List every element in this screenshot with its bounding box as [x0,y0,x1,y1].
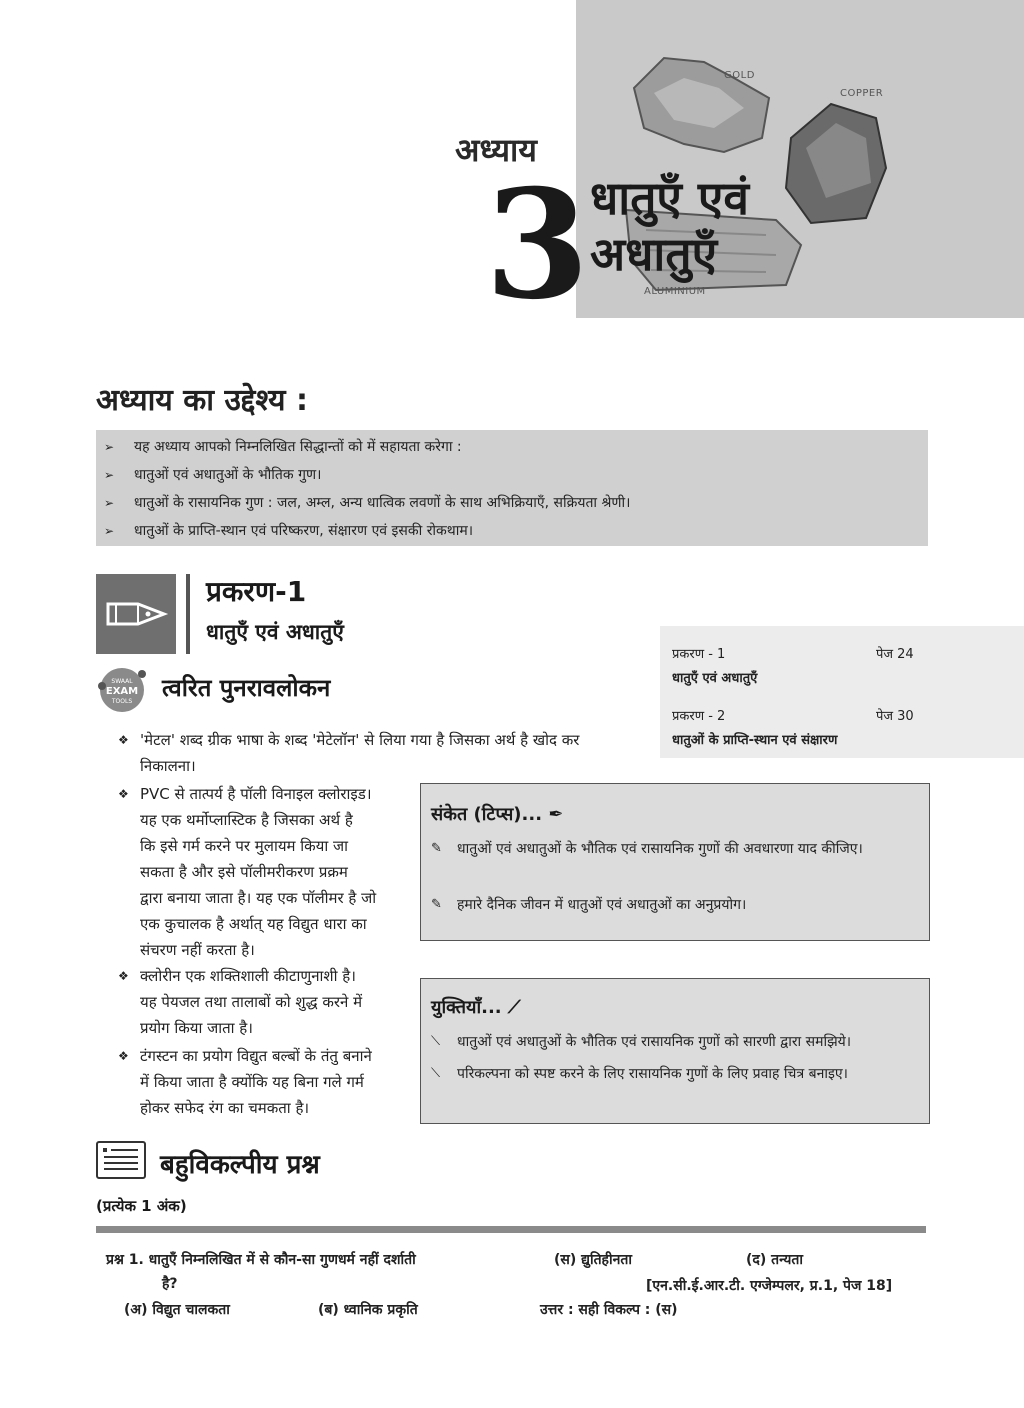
topic-divider [186,574,190,654]
objectives-box [96,430,928,546]
pen-nib-icon [96,574,176,654]
option-b: (ब) ध्वानिक प्रकृति [318,1302,418,1318]
logo-text-3: TOOLS [111,698,133,705]
answer-text: उत्तर : सही विकल्प : (स) [540,1302,678,1318]
copper-label: COPPER [840,88,884,99]
option-a: (अ) विद्युत चालकता [124,1302,230,1318]
option-c: (स) द्युतिहीनता [554,1252,632,1268]
tricks-box [420,978,930,1124]
question-1-text-cont: है? [162,1276,178,1292]
trick-item: ⟍ परिकल्पना को स्पष्ट करने के लिए रासायनिक गुणों के लिए प्रवाह चित्र बनाइए। [457,1061,917,1087]
gold-nugget-image [624,48,774,158]
quick-review-title: त्वरित पुनरावलोकन [162,674,331,702]
exam-tools-logo [96,664,148,716]
option-d: (द) तन्यता [746,1252,803,1268]
pen-icon: ✒ [548,804,564,825]
logo-text-1: SWAAL [111,678,133,685]
index-page: पेज 30 [876,709,914,724]
chapter-title-line2: अधातुएँ [590,227,718,281]
diamond-bullet-icon: ❖ [118,733,129,747]
tips-box [420,783,930,941]
chapter-number: 3 [485,157,590,333]
chapter-label: अध्याय [455,131,537,169]
mcq-marks: (प्रत्येक 1 अंक) [96,1197,187,1215]
diamond-bullet-icon: ❖ [118,1049,129,1063]
review-bullet-4: ❖ टंगस्टन का प्रयोग विद्युत बल्बों के तंतु बनाने में किया जाता है क्योंकि यह बिना गले गर्म होकर सफेद रंग का चमकता है। [140,1043,420,1121]
index-page: पेज 24 [876,647,914,662]
arrow-icon: ➢ [104,468,115,482]
topic-title: प्रकरण-1 [206,575,307,608]
logo-text-2: EXAM [105,686,139,697]
chapter-title [590,170,749,282]
wand-bullet-icon: ⟍ [431,1066,441,1081]
objective-item: ➢ धातुओं के प्राप्ति-स्थान एवं परिष्करण, संक्षारण एवं इसकी रोकथाम। [104,523,474,539]
tip-item: ✎ धातुओं एवं अधातुओं के भौतिक एवं रासायनिक गुणों की अवधारणा याद कीजिए। [457,836,917,862]
magic-wand-icon: ⟋ [507,997,521,1018]
pen-bullet-icon: ✎ [431,841,442,856]
topic-index-box [660,626,1024,758]
diamond-bullet-icon: ❖ [118,787,129,801]
index-desc: धातुएँ एवं अधातुएँ [672,671,758,686]
review-bullet-1: ❖ 'मेटल' शब्द ग्रीक भाषा के शब्द 'मेटेलॉन' से लिया गया है जिसका अर्थ है खोद कर निकालना। [140,727,660,779]
aluminium-label: ALUMINIUM [644,286,706,297]
topic-subtitle: धातुएँ एवं अधातुएँ [206,620,344,644]
tip-item: ✎ हमारे दैनिक जीवन में धातुओं एवं अधातुओं का अनुप्रयोग। [457,892,917,918]
objectives-heading: अध्याय का उद्देश्य : [96,383,309,418]
wand-bullet-icon: ⟍ [431,1034,441,1049]
question-list-icon [96,1141,146,1179]
trick-item: ⟍ धातुओं एवं अधातुओं के भौतिक एवं रासायनिक गुणों को सारणी द्वारा समझिये। [457,1029,917,1055]
objective-item: ➢ धातुओं एवं अधातुओं के भौतिक गुण। [104,467,322,483]
question-1-text: प्रश्न 1. धातुएँ निम्नलिखित में से कौन-सा गुणधर्म नहीं दर्शाती [106,1252,416,1268]
gold-label: GOLD [724,70,755,81]
arrow-icon: ➢ [104,440,115,454]
index-label: प्रकरण - 2 [672,709,726,724]
question-source: [एन.सी.ई.आर.टी. एग्जेम्पलर, प्र.1, पेज 18] [646,1278,893,1294]
objective-item: ➢ यह अध्याय आपको निम्नलिखित सिद्धान्तों को में सहायता करेगा : [104,439,462,455]
mcq-title: बहुविकल्पीय प्रश्न [160,1150,320,1180]
diamond-bullet-icon: ❖ [118,969,129,983]
objective-item: ➢ धातुओं के रासायनिक गुण : जल, अम्ल, अन्य धात्विक लवणों के साथ अभिक्रियाएँ, सक्रियता श्रेणी। [104,495,631,511]
index-label: प्रकरण - 1 [672,647,726,662]
chapter-title-line1: धातुएँ एवं [590,171,749,225]
tips-heading: संकेत (टिप्स)... ✒ [431,804,564,825]
pen-bullet-icon: ✎ [431,897,442,912]
tricks-heading: युक्तियाँ... ⟋ [431,997,521,1018]
section-rule [96,1226,926,1233]
arrow-icon: ➢ [104,524,115,538]
review-bullet-3: ❖ क्लोरीन एक शक्तिशाली कीटाणुनाशी है। यह पेयजल तथा तालाबों को शुद्ध करने में प्रयोग किया जाता है। [140,963,420,1041]
review-bullet-2: ❖ PVC से तात्पर्य है पॉली विनाइल क्लोराइड। यह एक थर्मोप्लास्टिक है जिसका अर्थ है कि इसे गर्म करने पर मुलायम किया जा सकता है और इसे पॉलीमरीकरण प्रक्रम द्वारा बनाया जाता है। यह एक पॉलीमर है जो एक कुचालक है अर्थात् यह विद्युत धारा का संचरण नहीं करता है। [140,781,420,963]
index-desc: धातुओं के प्राप्ति-स्थान एवं संक्षारण [672,733,838,748]
arrow-icon: ➢ [104,496,115,510]
